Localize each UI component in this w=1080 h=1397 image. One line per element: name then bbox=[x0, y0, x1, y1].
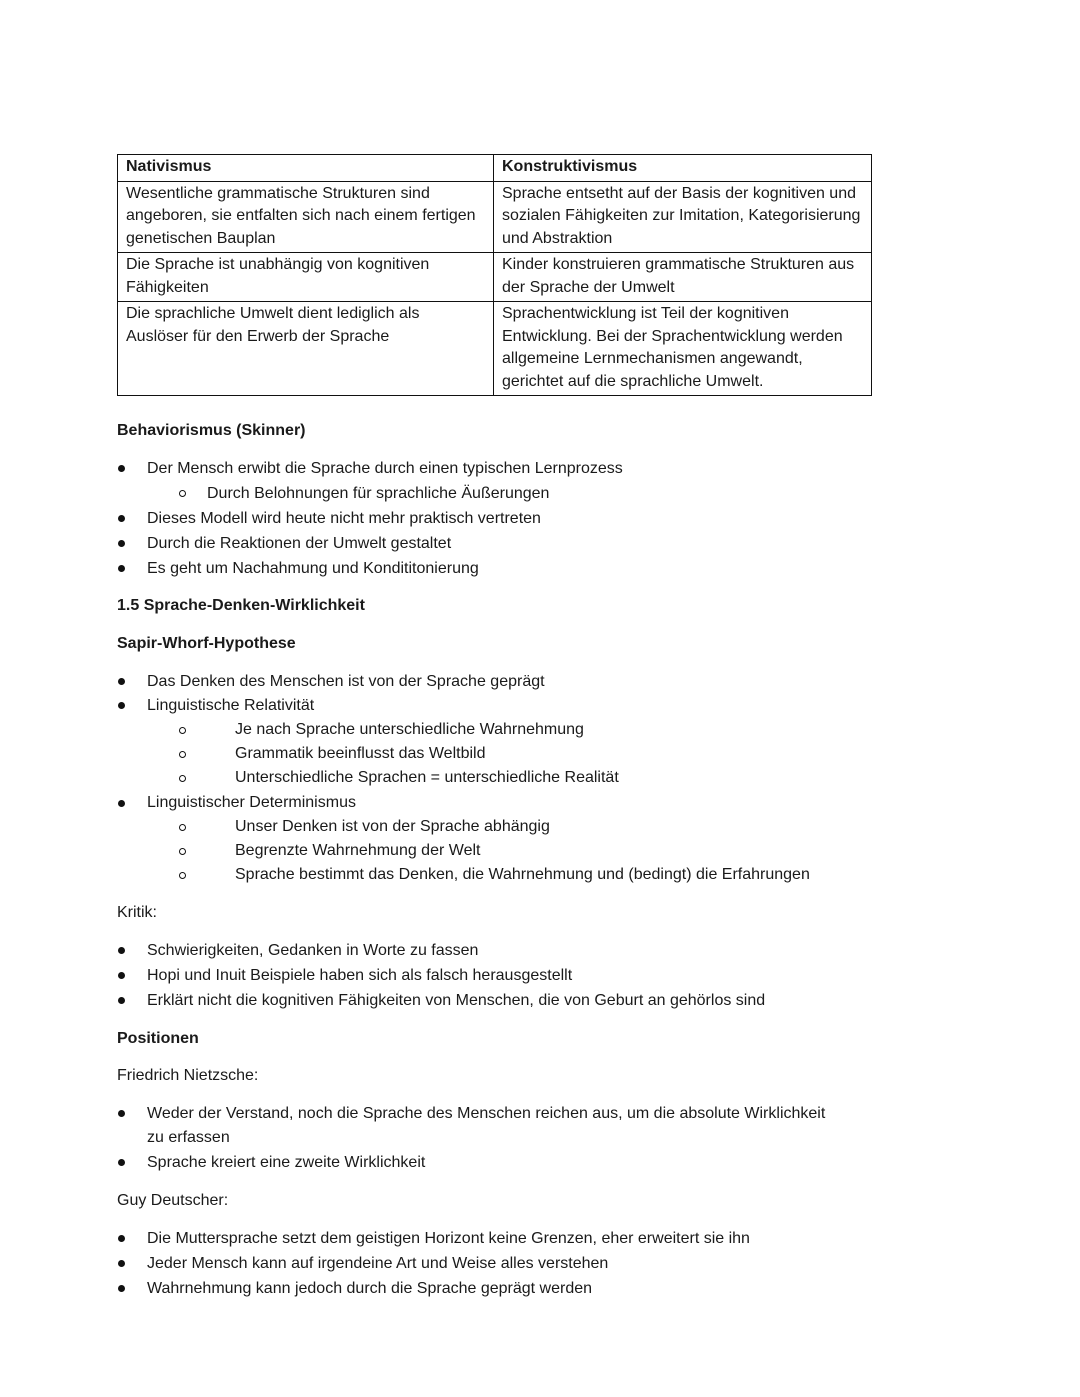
list-item: Jeder Mensch kann auf irgendeine Art und Weise alles verstehen bbox=[147, 1255, 609, 1272]
bullet-dot bbox=[118, 1110, 125, 1117]
table-cell: Wesentliche grammatische Strukturen sind angeboren, sie entfalten sich nach einem fertigen genetischen Bauplan bbox=[118, 181, 494, 253]
list-item: Das Denken des Menschen ist von der Sprache geprägt bbox=[147, 673, 545, 690]
list-item: Schwierigkeiten, Gedanken in Worte zu fassen bbox=[147, 942, 479, 959]
positionen-heading: Positionen bbox=[117, 1030, 199, 1047]
sub-bullet-circle bbox=[179, 824, 186, 831]
section-heading: 1.5 Sprache-Denken-Wirklichkeit bbox=[117, 597, 365, 614]
comparison-table bbox=[117, 154, 872, 396]
behaviorismus-heading: Behaviorismus (Skinner) bbox=[117, 422, 306, 439]
list-item: Sprache kreiert eine zweite Wirklichkeit bbox=[147, 1154, 426, 1171]
table-cell: Die Sprache ist unabhängig von kognitiven Fähigkeiten bbox=[118, 253, 494, 302]
table-cell: Sprachentwicklung ist Teil der kognitiven Entwicklung. Bei der Sprachentwicklung werden allgemeine Lernmechanismen angewandt, gerichtet auf die sprachliche Umwelt. bbox=[494, 302, 872, 396]
list-item: Linguistische Relativität bbox=[147, 697, 315, 714]
bullet-dot bbox=[118, 997, 125, 1004]
bullet-dot bbox=[118, 702, 125, 709]
table-row bbox=[118, 181, 872, 253]
list-item: Wahrnehmung kann jedoch durch die Sprache geprägt werden bbox=[147, 1280, 593, 1297]
header-nativismus: Nativismus bbox=[118, 155, 494, 182]
list-subitem: Je nach Sprache unterschiedliche Wahrnehmung bbox=[235, 721, 584, 738]
table-header-row bbox=[118, 155, 872, 182]
list-item-continuation: zu erfassen bbox=[147, 1129, 230, 1146]
list-item: Der Mensch erwibt die Sprache durch einen typischen Lernprozess bbox=[147, 460, 623, 477]
table-row bbox=[118, 302, 872, 396]
table-cell: Sprache entsetht auf der Basis der kognitiven und sozialen Fähigkeiten zur Imitation, Kategorisierung und Abstraktion bbox=[494, 181, 872, 253]
sub-bullet-circle bbox=[179, 872, 186, 879]
list-item: Hopi und Inuit Beispiele haben sich als falsch herausgestellt bbox=[147, 967, 573, 984]
bullet-dot bbox=[118, 515, 125, 522]
bullet-dot bbox=[118, 540, 125, 547]
bullet-dot bbox=[118, 800, 125, 807]
bullet-dot bbox=[118, 1260, 125, 1267]
table-row bbox=[118, 253, 872, 302]
nietzsche-label: Friedrich Nietzsche: bbox=[117, 1067, 259, 1084]
bullet-dot bbox=[118, 565, 125, 572]
sub-bullet-circle bbox=[179, 775, 186, 782]
list-subitem: Unterschiedliche Sprachen = unterschiedliche Realität bbox=[235, 769, 619, 786]
deutscher-label: Guy Deutscher: bbox=[117, 1192, 229, 1209]
list-subitem: Durch Belohnungen für sprachliche Äußerungen bbox=[207, 485, 550, 502]
list-item: Durch die Reaktionen der Umwelt gestaltet bbox=[147, 535, 452, 552]
table-cell: Kinder konstruieren grammatische Strukturen aus der Sprache der Umwelt bbox=[494, 253, 872, 302]
list-item: Weder der Verstand, noch die Sprache des Menschen reichen aus, um die absolute Wirklichkeit bbox=[147, 1105, 826, 1122]
list-subitem: Begrenzte Wahrnehmung der Welt bbox=[235, 842, 481, 859]
bullet-dot bbox=[118, 972, 125, 979]
sub-bullet-circle bbox=[179, 751, 186, 758]
list-item: Es geht um Nachahmung und Kondititonierung bbox=[147, 560, 479, 577]
bullet-dot bbox=[118, 465, 125, 472]
list-item: Erklärt nicht die kognitiven Fähigkeiten von Menschen, die von Geburt an gehörlos sind bbox=[147, 992, 766, 1009]
list-item: Die Muttersprache setzt dem geistigen Horizont keine Grenzen, eher erweitert sie ihn bbox=[147, 1230, 750, 1247]
bullet-dot bbox=[118, 947, 125, 954]
list-subitem: Sprache bestimmt das Denken, die Wahrnehmung und (bedingt) die Erfahrungen bbox=[235, 866, 810, 883]
bullet-dot bbox=[118, 1159, 125, 1166]
kritik-label: Kritik: bbox=[117, 904, 157, 921]
sapir-whorf-heading: Sapir-Whorf-Hypothese bbox=[117, 635, 296, 652]
list-item: Dieses Modell wird heute nicht mehr praktisch vertreten bbox=[147, 510, 541, 527]
bullet-dot bbox=[118, 1285, 125, 1292]
list-subitem: Unser Denken ist von der Sprache abhängig bbox=[235, 818, 550, 835]
table-cell: Die sprachliche Umwelt dient lediglich als Auslöser für den Erwerb der Sprache bbox=[118, 302, 494, 396]
header-konstruktivismus: Konstruktivismus bbox=[494, 155, 872, 182]
sub-bullet-circle bbox=[179, 727, 186, 734]
bullet-dot bbox=[118, 678, 125, 685]
list-subitem: Grammatik beeinflusst das Weltbild bbox=[235, 745, 486, 762]
sub-bullet-circle bbox=[179, 490, 186, 497]
sub-bullet-circle bbox=[179, 848, 186, 855]
list-item: Linguistischer Determinismus bbox=[147, 794, 356, 811]
bullet-dot bbox=[118, 1235, 125, 1242]
